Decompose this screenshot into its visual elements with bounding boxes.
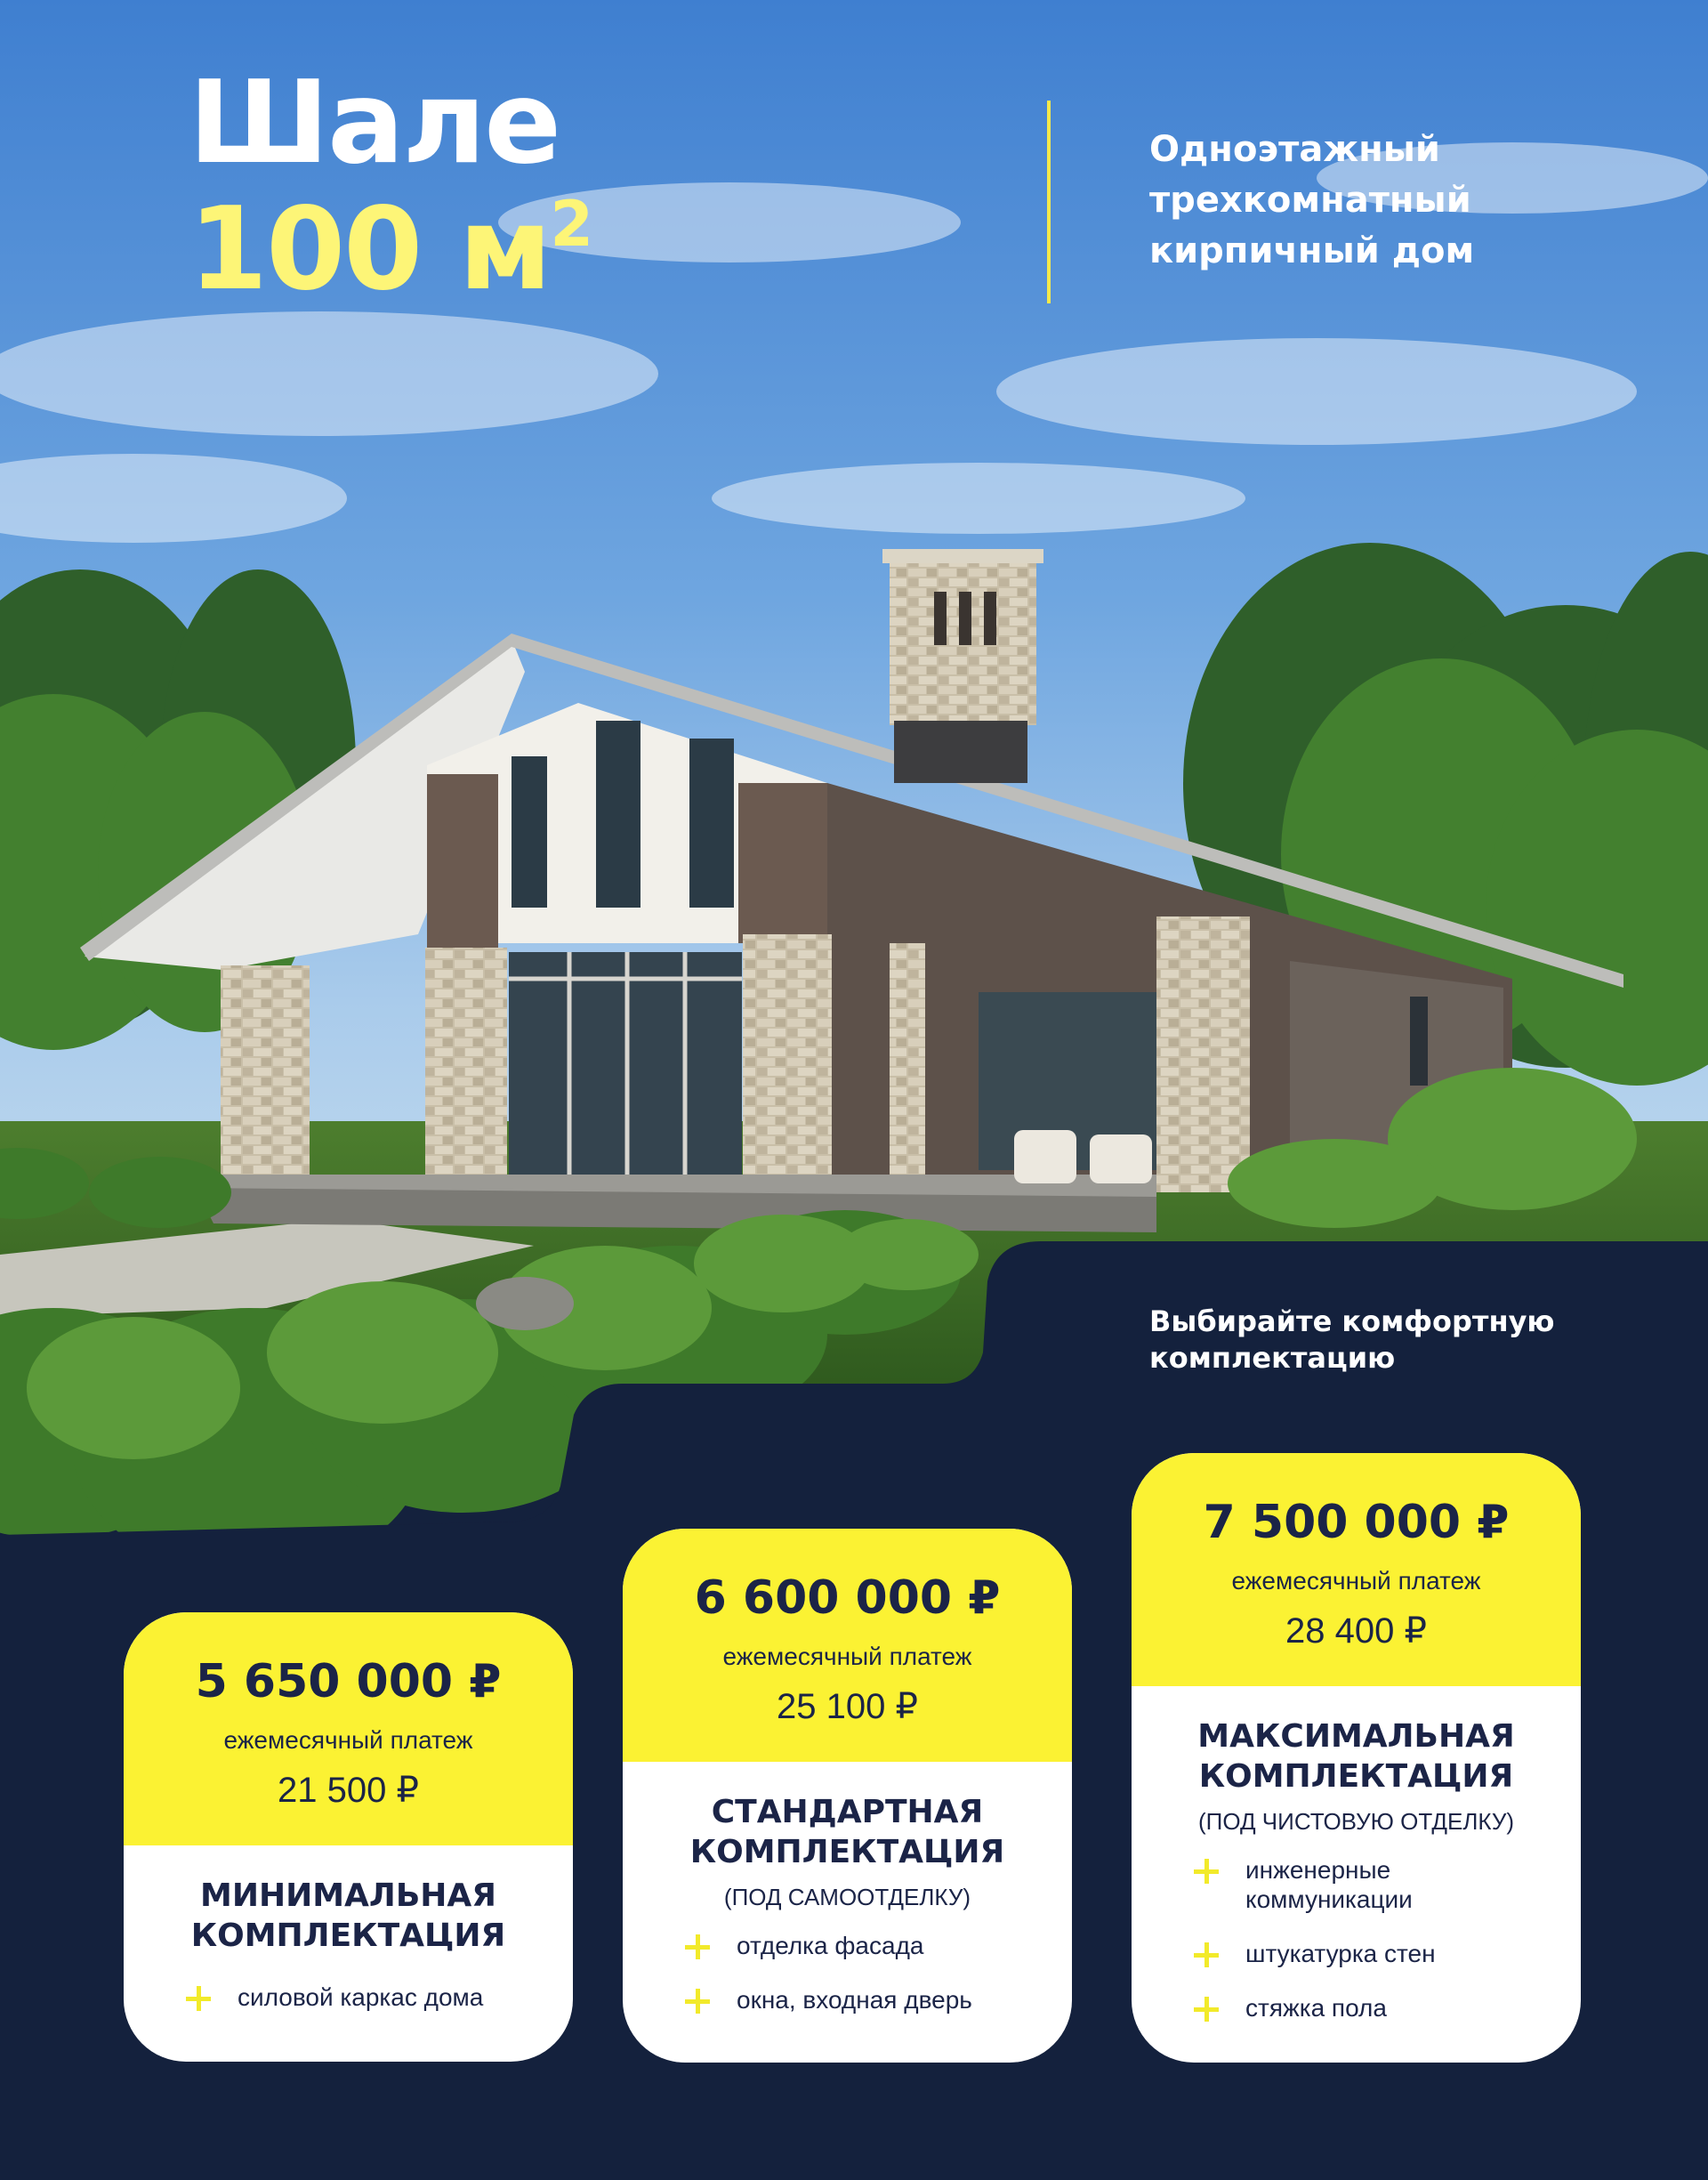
plus-icon	[685, 1989, 710, 2014]
house-area: 100 $м^2$	[189, 183, 592, 317]
package-card-maximal[interactable]	[1132, 1453, 1581, 2063]
feature-item: окна, входная дверь	[685, 1985, 1054, 2014]
plus-icon	[685, 1934, 710, 1959]
plus-icon	[1194, 1997, 1219, 2022]
card-price-area	[1132, 1453, 1581, 1686]
card-package-name: СТАНДАРТНАЯ КОМПЛЕКТАЦИЯ	[689, 1794, 1005, 1870]
card-price-area	[623, 1529, 1072, 1762]
card-price: 5 650 000 ₽	[195, 1655, 502, 1708]
card-details	[623, 1762, 1072, 2014]
card-package-note: (ПОД ЧИСТОВУЮ ОТДЕЛКУ)	[1197, 1808, 1515, 1835]
card-details	[124, 1845, 573, 2012]
feature-list	[141, 1982, 555, 2012]
feature-item: силовой каркас дома	[186, 1982, 555, 2012]
feature-item: отделка фасада	[685, 1931, 1054, 1960]
feature-list	[640, 1931, 1054, 2014]
feature-item: инженерные коммуникации	[1194, 1855, 1486, 1914]
feature-list	[1149, 1855, 1563, 2023]
card-price: 7 500 000 ₽	[1203, 1496, 1510, 1549]
package-card-minimal[interactable]	[124, 1612, 573, 2062]
plus-icon	[1194, 1942, 1219, 1967]
card-payment-value: 28 400 ₽	[1285, 1611, 1427, 1651]
package-card-standard[interactable]	[623, 1529, 1072, 2063]
card-package-name: МИНИМАЛЬНАЯ КОМПЛЕКТАЦИЯ	[190, 1877, 506, 1954]
card-details	[1132, 1686, 1581, 2023]
card-payment-value: 21 500 ₽	[278, 1771, 419, 1810]
card-payment-label: ежемесячный платеж	[722, 1643, 972, 1670]
choose-package-text: Выбирайте комфортную комплектацию	[1149, 1304, 1555, 1375]
plus-icon	[186, 1986, 211, 2011]
feature-item: стяжка пола	[1194, 1993, 1563, 2023]
title-block	[189, 57, 592, 317]
card-package-name: МАКСИМАЛЬНАЯ КОМПЛЕКТАЦИЯ	[1197, 1718, 1515, 1795]
house-subtitle: Одноэтажный трехкомнатный кирпичный дом	[1149, 129, 1475, 271]
feature-item: штукатурка стен	[1194, 1939, 1563, 1968]
plus-icon	[1194, 1859, 1219, 1884]
card-price-area	[124, 1612, 573, 1845]
card-payment-label: ежемесячный платеж	[223, 1726, 473, 1754]
card-price: 6 600 000 ₽	[694, 1571, 1001, 1625]
title-divider	[1047, 101, 1051, 303]
card-payment-label: ежемесячный платеж	[1231, 1567, 1481, 1595]
house-title: Шале	[189, 57, 560, 190]
card-package-note: (ПОД САМООТДЕЛКУ)	[723, 1884, 971, 1910]
card-payment-value: 25 100 ₽	[777, 1687, 918, 1726]
